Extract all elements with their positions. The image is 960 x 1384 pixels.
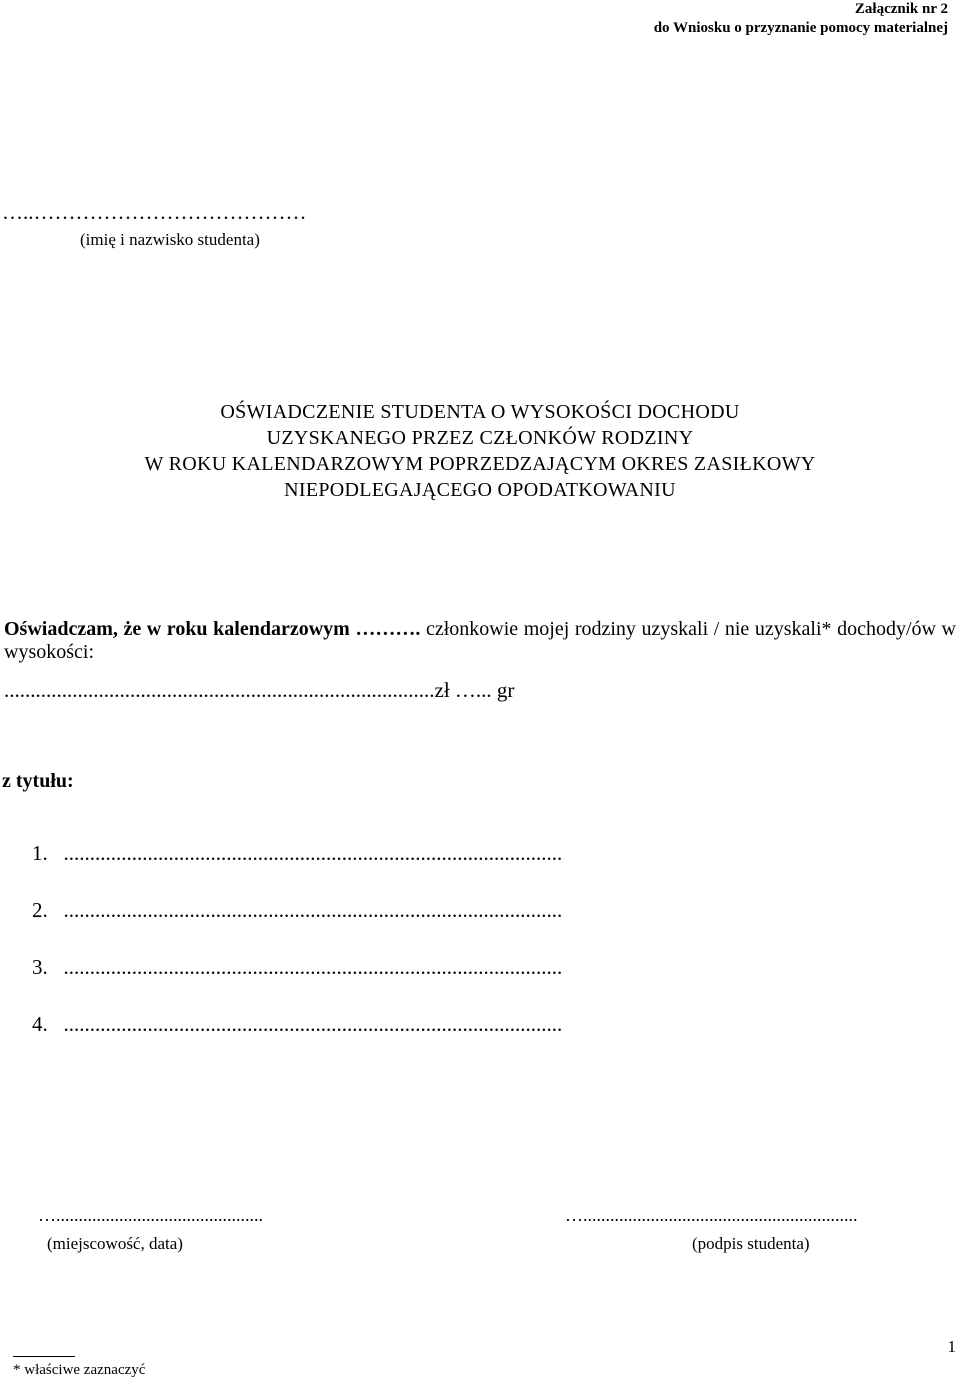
declaration-paragraph — [4, 618, 956, 664]
income-source-field[interactable]: ............................................................................................... — [63, 1012, 563, 1036]
amount-line — [4, 678, 514, 703]
attachment-reference: do Wniosku o przyznanie pomocy materialnej — [653, 20, 948, 36]
title-line-1: OŚWIADCZENIE STUDENTA O WYSOKOŚCI DOCHODU — [220, 401, 740, 423]
student-name-caption: (imię i nazwisko studenta) — [80, 230, 260, 249]
income-source-field[interactable]: ............................................................................................... — [63, 898, 563, 922]
year-field[interactable]: ………. — [355, 618, 421, 640]
income-source-item — [32, 955, 562, 980]
place-date-caption: (miejscowość, data) — [47, 1234, 183, 1253]
declaration-text-start: Oświadczam, że w roku kalendarzowym — [4, 618, 356, 640]
declaration-text-end: członkowie mojej rodziny uzyskali / nie uzyskali* dochody/ów w wysokości: — [4, 618, 956, 663]
item-number: 4. — [32, 1012, 48, 1036]
title-line-3: W ROKU KALENDARZOWYM POPRZEDZAJĄCYM OKRES ZASIŁKOWY — [144, 453, 816, 475]
currency-zl-label: zł — [434, 678, 450, 702]
income-source-field[interactable]: ............................................................................................... — [63, 841, 563, 865]
signature-caption: (podpis studenta) — [692, 1234, 810, 1253]
item-number: 3. — [32, 955, 48, 979]
attachment-number: Załącznik nr 2 — [854, 1, 948, 17]
place-date-field[interactable]: ….............................................. — [38, 1205, 263, 1225]
amount-gr-field[interactable]: …... — [449, 678, 492, 702]
item-number: 2. — [32, 898, 48, 922]
footnote-separator — [13, 1356, 75, 1357]
income-source-item — [32, 1012, 562, 1037]
item-number: 1. — [32, 841, 48, 865]
page-number: 1 — [947, 1337, 956, 1356]
income-source-item — [32, 841, 562, 866]
income-source-item — [32, 898, 562, 923]
title-line-4: NIEPODLEGAJĄCEGO OPODATKOWANIU — [284, 479, 676, 501]
income-source-field[interactable]: ............................................................................................... — [63, 955, 563, 979]
title-line-2: UZYSKANEGO PRZEZ CZŁONKÓW RODZINY — [266, 427, 694, 449]
income-source-label: z tytułu: — [2, 770, 74, 792]
footnote: * właściwe zaznaczyć — [13, 1362, 146, 1378]
amount-zl-field[interactable]: .................................................................................. — [4, 678, 435, 702]
currency-gr-label: gr — [491, 678, 515, 702]
student-name-field[interactable]: …..………………………………… — [2, 200, 307, 224]
document-title — [0, 399, 960, 503]
signature-field[interactable]: …............................................................. — [565, 1205, 858, 1225]
attachment-header — [654, 0, 948, 38]
